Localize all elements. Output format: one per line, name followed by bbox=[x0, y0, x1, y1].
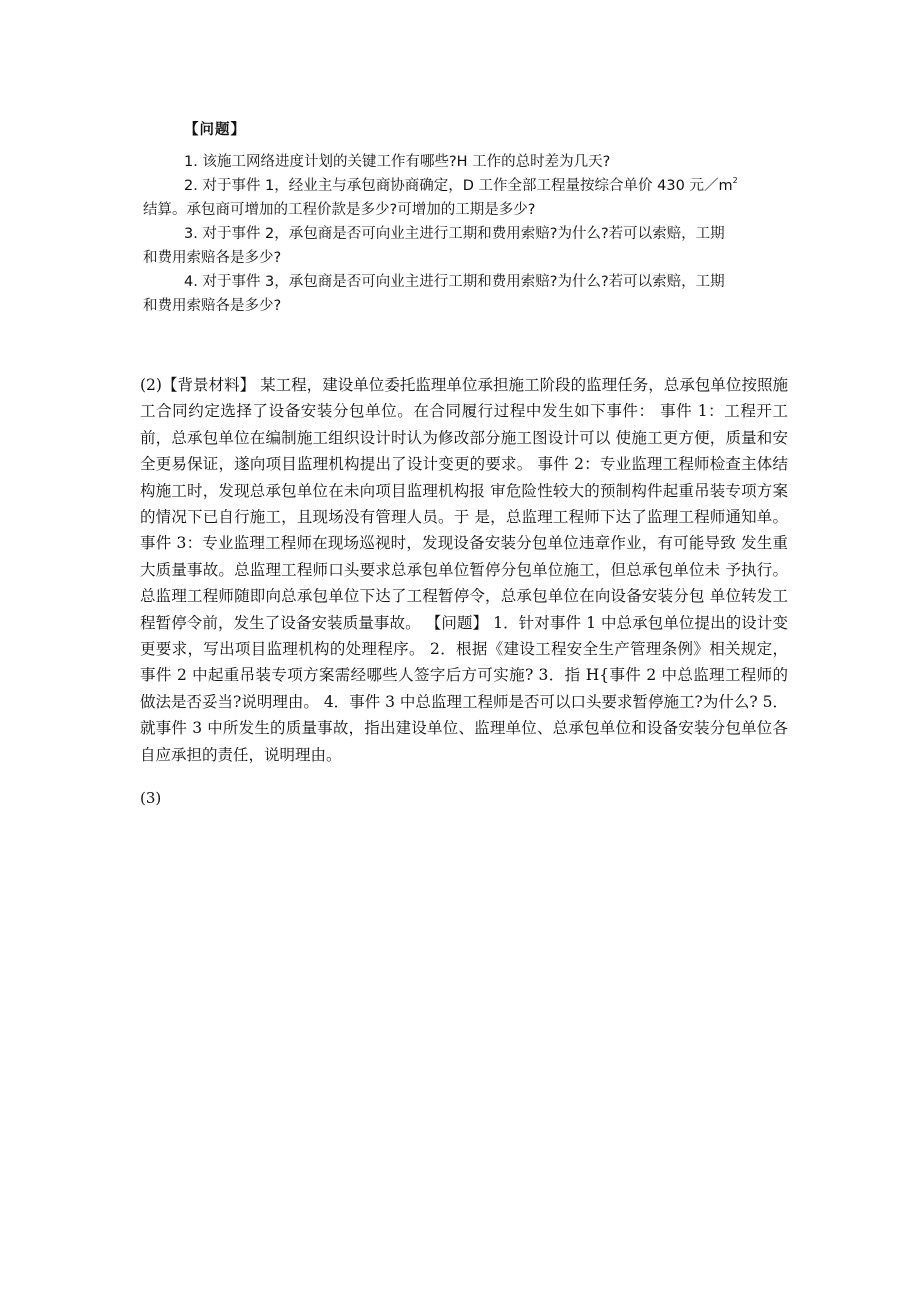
section-2 bbox=[140, 372, 788, 768]
questions-heading: 【问题】 bbox=[184, 122, 246, 138]
question-2-text: 2. 对于事件 1，经业主与承包商协商确定，D 工作全部工程量按综合单价 430 元／m bbox=[184, 178, 733, 194]
section-3-label: (3) bbox=[140, 789, 162, 807]
question-4-line-2: 和费用索赔各是多少? bbox=[143, 298, 282, 314]
question-1: 1. 该施工网络进度计划的关键工作有哪些?H 工作的总时差为几天? bbox=[184, 154, 611, 170]
section-2-paragraph: (2)【背景材料】 某工程，建设单位委托监理单位承担施工阶段的监理任务，总承包单位按照施工合同约定选择了设备安装分包单位。在合同履行过程中发生如下事件： 事件 1：工程开工前，总承包单位在编制施工组织设计时认为修改部分施工图设计可以 使施工更方便，质量和安全更易保证，遂向项目监理机构提出了设计变更的要求。 事件 2：专业监理工程师检查主体结构施工时，发现总承包单位在未向项目监理机构报 审危险性较大的预制构件起重吊装专项方案的情况下已自行施工，且现场没有管理人员。于 是，总监理工程师下达了监理工程师通知单。 事件 3：专业监理工程师在现场巡视时，发现设备安装分包单位违章作业，有可能导致 发生重大质量事故。总监理工程师口头要求总承包单位暂停分包单位施工，但总承包单位未 予执行。总监理工程师随即向总承包单位下达了工程暂停令，总承包单位在向设备安装分包 单位转发工程暂停令前，发生了设备安装质量事故。 【问题】 1．针对事件 1 中总承包单位提出的设计变更要求，写出项目监理机构的处理程序。 2．根据《建设工程安全生产管理条例》相关规定，事件 2 中起重吊装专项方案需经哪些人签字后方可实施? 3．指 H{事件 2 中总监理工程师的做法是否妥当?说明理由。 4．事件 3 中总监理工程师是否可以口头要求暂停施工?为什么? 5．就事件 3 中所发生的质量事故，指出建设单位、监理单位、总承包单位和设备安装分包单位各自应承担的责任，说明理由。 bbox=[140, 376, 788, 764]
superscript-2: 2 bbox=[732, 176, 738, 185]
question-4-line-1: 4. 对于事件 3，承包商是否可向业主进行工期和费用索赔?为什么?若可以索赔，工期 bbox=[184, 274, 725, 290]
question-3-line-1: 3. 对于事件 2，承包商是否可向业主进行工期和费用索赔?为什么?若可以索赔，工期 bbox=[184, 226, 725, 242]
question-2-line-1 bbox=[184, 174, 738, 195]
question-3-line-2: 和费用索赔各是多少? bbox=[143, 250, 282, 266]
question-2-line-2: 结算。承包商可增加的工程价款是多少?可增加的工期是多少? bbox=[143, 202, 536, 218]
